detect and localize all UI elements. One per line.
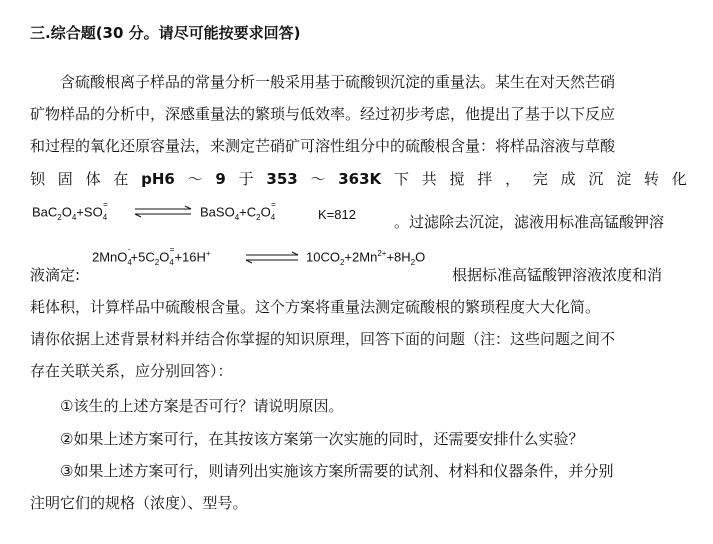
line4-token: 体 [85, 170, 101, 188]
line4-token: 共 [421, 170, 437, 188]
line4-token: 固 [57, 170, 73, 188]
paragraph-line-6-tail: 根据标准高锰酸钾溶液浓度和消 [452, 266, 663, 284]
equilibrium-arrow-icon [244, 251, 300, 265]
line4-token: 363K [338, 170, 382, 188]
line4-token: 下 [393, 170, 409, 188]
equation-2-right: $10CO_2+2Mn^{2+}+8H_2O$ [306, 249, 426, 267]
line4-token: 搅 [449, 170, 465, 188]
line4-token: 于 [238, 170, 254, 188]
line4-token: 转 [643, 170, 659, 188]
line4-token: 化 [671, 170, 687, 188]
paragraph-line-3: 和过程的氧化还原容量法，来测定芒硝矿可溶性组分中的硫酸根含量：将样品溶液与草酸 [30, 137, 616, 155]
paragraph-line-1: 含硫酸根离子样品的常量分析一般采用基于硫酸钡沉淀的重量法。某生在对天然芒硝 [60, 73, 616, 91]
equilibrium-arrow-icon [133, 205, 193, 219]
line4-token: 在 [113, 170, 129, 188]
line4-token: 成 [560, 170, 576, 188]
equation-1-right: $BaSO_4+C_2O_4^=$ [200, 200, 276, 222]
paragraph-line-9: 存在关联关系，应分别回答）： [30, 362, 233, 380]
equation-2-left: $2MnO_4^-+5C_2O_4^=+16H^+$ [92, 245, 211, 267]
line4-token: pH6 [141, 170, 175, 188]
paragraph-line-2: 矿物样品的分析中，深感重量法的繁琐与低效率。经过初步考虑，他提出了基于以下反应 [30, 105, 616, 123]
line4-token: 353 [266, 170, 298, 188]
equation-1-left: $BaC_2O_4+SO_4^=$ [32, 200, 108, 222]
line4-token: ～ [187, 170, 203, 188]
line4-token: 淀 [616, 170, 632, 188]
question-3: ③如果上述方案可行，则请列出实施该方案所需要的试剂、材料和仪器条件，并分别 [60, 462, 614, 480]
section-heading: 三.综合题(30 分。请尽可能按要求回答) [30, 24, 301, 42]
line4-token: 钡 [30, 170, 46, 188]
line4-token: 完 [532, 170, 548, 188]
line4-token: ， [505, 170, 521, 188]
line4-token: ～ [310, 170, 326, 188]
line4-token: 9 [215, 170, 226, 188]
question-2: ②如果上述方案可行，在其按该方案第一次实施的同时，还需要安排什么实验？ [60, 430, 584, 448]
paragraph-line-5-tail: 。过滤除去沉淀，滤液用标准高锰酸钾溶 [394, 213, 665, 231]
paragraph-line-4 [30, 169, 687, 189]
question-1: ①该生的上述方案是否可行？请说明原因。 [60, 397, 344, 415]
line4-token: 沉 [588, 170, 604, 188]
line4-token: 拌 [477, 170, 493, 188]
question-3-continuation: 注明它们的规格（浓度）、型号。 [30, 494, 248, 512]
equilibrium-constant: K=812 [318, 207, 356, 222]
paragraph-line-8: 请你依据上述背景材料并结合你掌握的知识原理，回答下面的问题（注：这些问题之间不 [30, 330, 616, 348]
paragraph-line-6-head: 液滴定: [30, 266, 81, 284]
paragraph-line-7: 耗体积，计算样品中硫酸根含量。这个方案将重量法测定硫酸根的繁琐程度大大化简。 [30, 298, 601, 316]
